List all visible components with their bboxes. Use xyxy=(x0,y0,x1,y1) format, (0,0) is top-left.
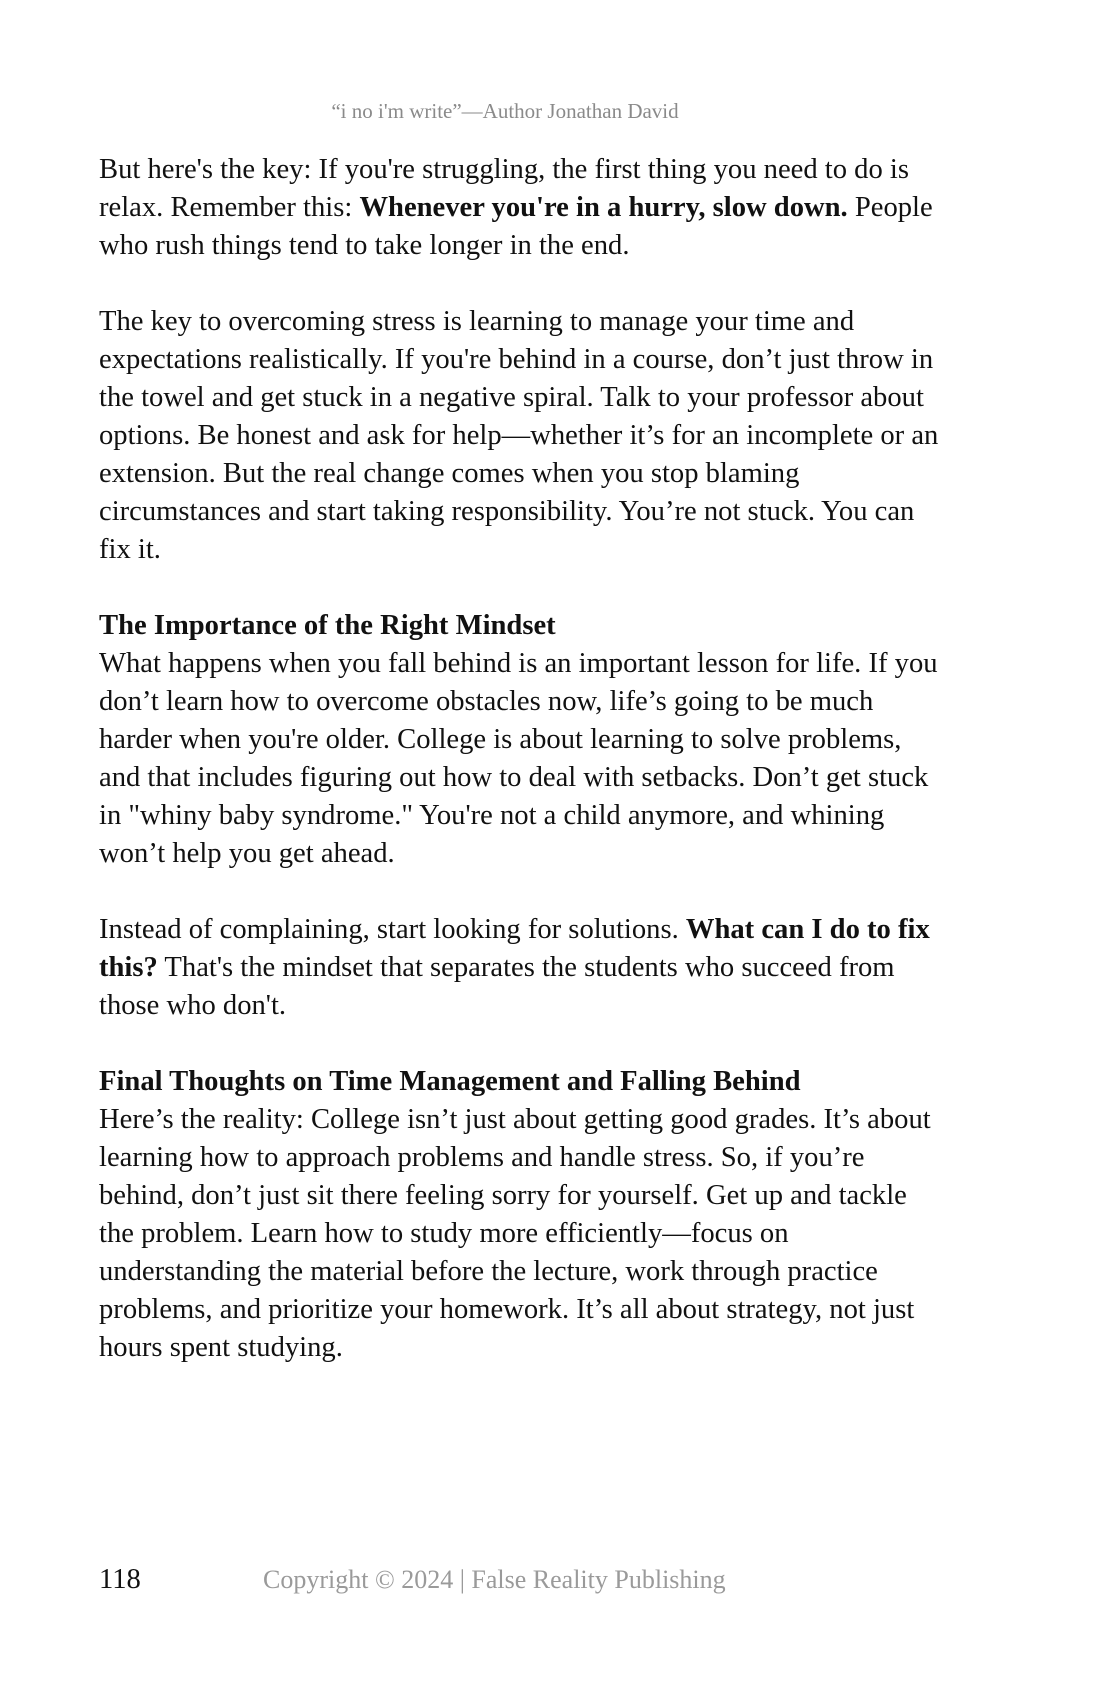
paragraph-relax-text-a: But here's the key: If you're struggling, the first thing you need to do is relax. Remember this: xyxy=(99,154,909,223)
copyright-notice: Copyright © 2024 | False Reality Publishing xyxy=(263,1565,726,1594)
heading-final-thoughts: Final Thoughts on Time Management and Falling Behind xyxy=(99,1066,801,1097)
paragraph-solutions xyxy=(99,911,939,1025)
paragraph-solutions-text-a: Instead of complaining, start looking for solutions. xyxy=(99,914,686,945)
heading-right-mindset: The Importance of the Right Mindset xyxy=(99,610,556,641)
paragraph-solutions-text-b: That's the mindset that separates the students who succeed from those who don't. xyxy=(99,952,895,1021)
paragraph-fall-behind: What happens when you fall behind is an important lesson for life. If you don’t learn how to overcome obstacles now, life’s going to be much harder when you're older. College is about learning to solve problems, and that includes figuring out how to deal with setbacks. Don’t get stuck in "whiny baby syndrome." You're not a child anymore, and whining won’t help you get ahead. xyxy=(99,648,938,869)
paragraph-relax xyxy=(99,151,939,265)
page-body xyxy=(99,151,939,1367)
page-number: 118 xyxy=(99,1564,141,1595)
paragraph-reality: Here’s the reality: College isn’t just about getting good grades. It’s about learning how to approach problems and handle stress. So, if you’re behind, don’t just sit there feeling sorry for yourself. Get up and tackle the problem. Learn how to study more efficiently—focus on understanding the material before the lecture, work through practice problems, and prioritize your homework. It’s all about strategy, not just hours spent studying. xyxy=(99,1104,931,1363)
paragraph-solutions-bold: What can I do to fix this? xyxy=(99,914,930,983)
running-header: “i no i'm write”—Author Jonathan David xyxy=(331,99,679,123)
paragraph-relax-bold: Whenever you're in a hurry, slow down. xyxy=(359,192,848,223)
paragraph-stress: The key to overcoming stress is learning to manage your time and expectations realistically. If you're behind in a course, don’t just throw in the towel and get stuck in a negative spiral. Talk to your professor about options. Be honest and ask for help—whether it’s for an incomplete or an extension. But the real change comes when you stop blaming circumstances and start taking responsibility. You’re not stuck. You can fix it. xyxy=(99,306,939,565)
paragraph-relax-text-b: People who rush things tend to take longer in the end. xyxy=(99,192,933,261)
